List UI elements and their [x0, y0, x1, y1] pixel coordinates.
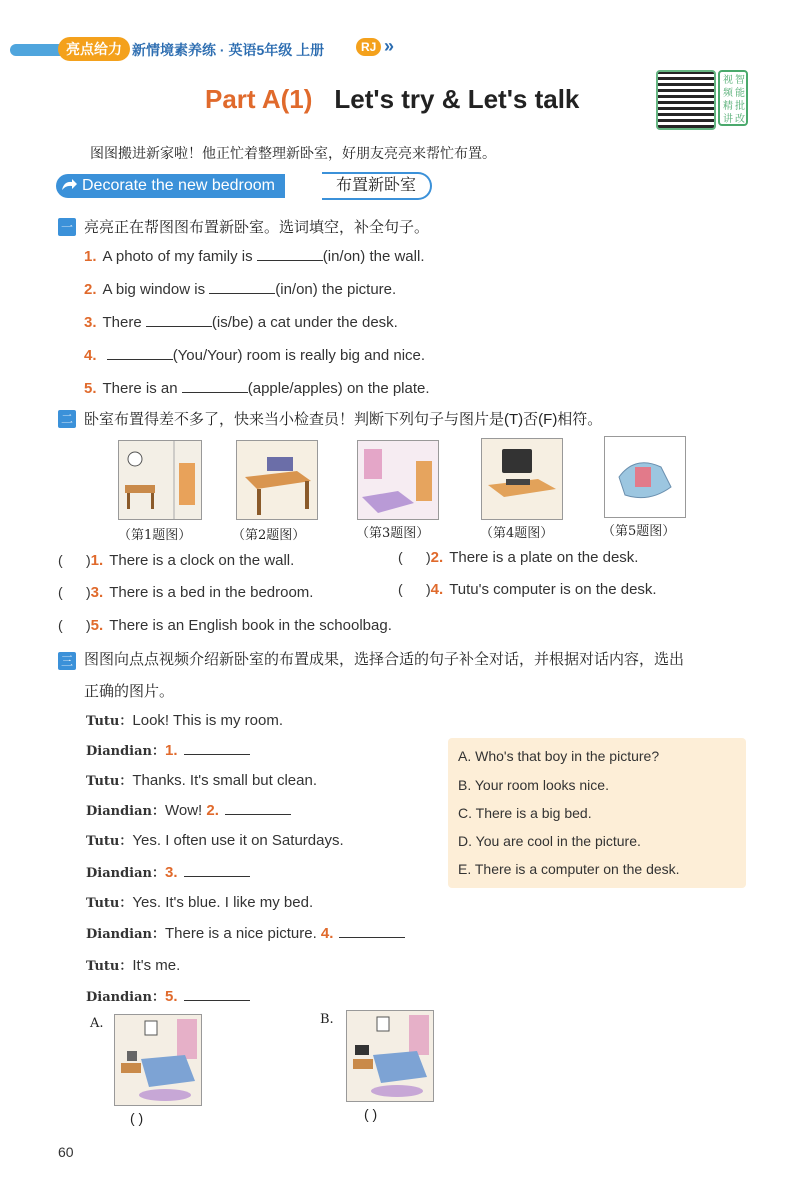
picture-room-b	[346, 1010, 434, 1102]
options-box	[448, 738, 746, 888]
section-1-number: 一	[58, 218, 76, 236]
answer-blank[interactable]	[184, 1000, 250, 1001]
dialogue-line-4: Diandian：Wow! 2.	[86, 800, 291, 819]
caption-5: （第5题图）	[602, 524, 676, 539]
dialogue-line-2: Diandian：1.	[86, 740, 250, 759]
answer-paren-b[interactable]: ( )	[364, 1106, 378, 1122]
answer-blank[interactable]	[225, 814, 291, 815]
series-title: 新情境素养练 · 英语5年级 上册	[132, 42, 325, 58]
picture-desk-books	[236, 440, 318, 520]
answer-paren[interactable]: ( )	[58, 617, 91, 633]
intro-text: 图图搬进新家啦！他正忙着整理新卧室，好朋友亮亮来帮忙布置。	[90, 146, 496, 162]
tf-question-4: ( )4. Tutu's computer is on the desk.	[398, 581, 657, 598]
answer-blank[interactable]	[339, 937, 405, 938]
answer-blank[interactable]	[107, 359, 173, 360]
picture-room-a	[114, 1014, 202, 1106]
s1-question-3: 3. There (is/be) a cat under the desk.	[84, 314, 398, 331]
option-a: A. Who's that boy in the picture?	[458, 748, 660, 764]
caption-1: （第1题图）	[118, 528, 192, 543]
answer-blank[interactable]	[257, 260, 323, 261]
chevron-right-icon: »	[384, 36, 395, 56]
picture-schoolbag	[604, 436, 686, 518]
title-main: Let's try & Let's talk	[334, 84, 580, 114]
answer-blank[interactable]	[182, 392, 248, 393]
section-2-number: 二	[58, 410, 76, 428]
caption-4: （第4题图）	[480, 526, 554, 541]
answer-paren[interactable]: ( )	[58, 584, 91, 600]
banner-en: Decorate the new bedroom	[82, 177, 275, 194]
s1-question-1: 1. A photo of my family is (in/on) the wall.	[84, 248, 425, 265]
section-3-number: 三	[58, 652, 76, 670]
section-2-instruction: 卧室布置得差不多了，快来当小检查员！判断下列句子与图片是(T)否(F)相符。	[84, 411, 603, 428]
option-e: E. There is a computer on the desk.	[458, 861, 680, 877]
picture-bedroom	[357, 440, 439, 520]
dialogue-line-9: Tutu：It's me.	[86, 957, 181, 974]
option-c: C. There is a big bed.	[458, 805, 592, 821]
s1-question-2: 2. A big window is (in/on) the picture.	[84, 281, 397, 298]
page-number: 60	[58, 1144, 74, 1160]
arrow-icon	[60, 178, 78, 194]
picture-computer-desk	[481, 438, 563, 520]
tf-question-2: ( )2. There is a plate on the desk.	[398, 549, 639, 566]
option-b: B. Your room looks nice.	[458, 777, 609, 793]
answer-paren[interactable]: ( )	[58, 552, 91, 568]
s1-question-4: 4. (You/Your) room is really big and nice.	[84, 347, 426, 364]
tf-question-1: ( )1. There is a clock on the wall.	[58, 552, 295, 569]
picture-a-label: A.	[90, 1016, 104, 1031]
edition-badge: RJ	[356, 38, 381, 56]
dialogue-line-8: Diandian：There is a nice picture. 4.	[86, 923, 405, 942]
caption-3: （第3题图）	[356, 526, 430, 541]
option-d: D. You are cool in the picture.	[458, 833, 641, 849]
dialogue-line-3: Tutu：Thanks. It's small but clean.	[86, 772, 317, 789]
caption-2: （第2题图）	[232, 528, 306, 543]
dialogue-line-6: Diandian：3.	[86, 862, 250, 881]
s1-question-5: 5. There is an (apple/apples) on the plate.	[84, 380, 430, 397]
answer-paren[interactable]: ( )	[398, 549, 431, 565]
section-banner	[56, 174, 285, 198]
dialogue-line-7: Tutu：Yes. It's blue. I like my bed.	[86, 894, 314, 911]
qr-label: 视频 精讲 智能 批改	[718, 70, 748, 126]
banner-cn: 布置新卧室	[322, 172, 432, 200]
tf-question-5: ( )5. There is an English book in the schoolbag.	[58, 617, 392, 634]
tf-question-3: ( )3. There is a bed in the bedroom.	[58, 584, 314, 601]
answer-blank[interactable]	[184, 876, 250, 877]
brand-badge: 亮点给力	[58, 37, 130, 61]
dialogue-line-10: Diandian：5.	[86, 986, 250, 1005]
section-3-instruction: 图图向点点视频介绍新卧室的布置成果，选择合适的句子补全对话，并根据对话内容，选出	[84, 651, 685, 668]
part-label: Part A(1)	[205, 84, 313, 114]
answer-paren-a[interactable]: ( )	[130, 1110, 144, 1126]
answer-blank[interactable]	[146, 326, 212, 327]
picture-clock-room	[118, 440, 202, 520]
dialogue-line-1: Tutu：Look! This is my room.	[86, 712, 283, 729]
answer-blank[interactable]	[209, 293, 275, 294]
page-title	[205, 84, 579, 115]
picture-b-label: B.	[320, 1012, 334, 1027]
answer-blank[interactable]	[184, 754, 250, 755]
qr-code-icon[interactable]	[656, 70, 716, 130]
dialogue-line-5: Tutu：Yes. I often use it on Saturdays.	[86, 832, 344, 849]
section-3-instruction-2: 正确的图片。	[84, 683, 175, 700]
section-1-instruction: 亮亮正在帮图图布置新卧室。选词填空，补全句子。	[84, 219, 430, 236]
answer-paren[interactable]: ( )	[398, 581, 431, 597]
